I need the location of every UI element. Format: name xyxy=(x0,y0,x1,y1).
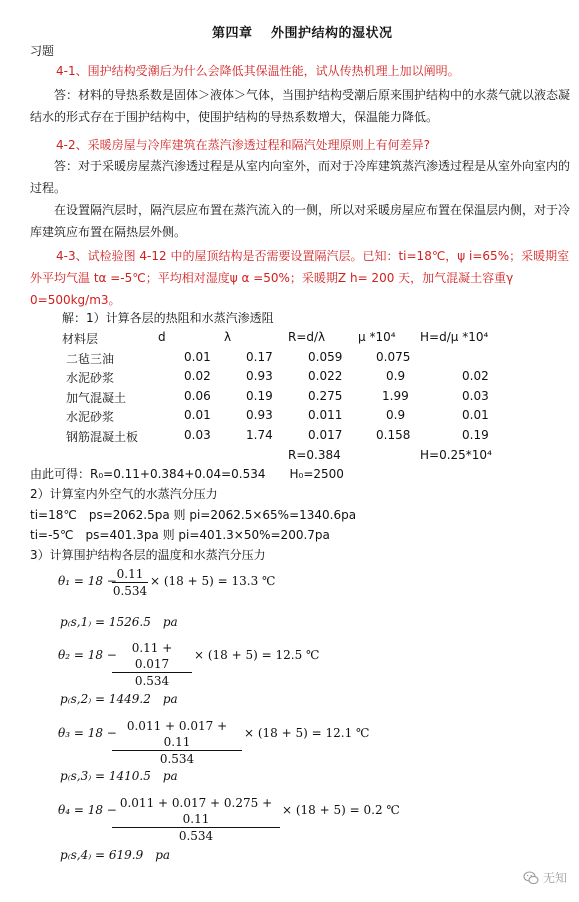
table-cell: 0.01 xyxy=(462,408,489,423)
table-cell: 0.93 xyxy=(246,369,273,384)
eq4-numerator: 0.011 + 0.017 + 0.275 + 0.11 xyxy=(112,795,280,828)
table-cell: 0.011 xyxy=(308,408,343,423)
eq1-numerator: 0.11 xyxy=(112,566,148,583)
table-cell: 0.059 xyxy=(308,349,343,364)
result-line: 由此可得：R₀=0.11+0.384+0.04=0.534 H₀=2500 xyxy=(30,467,344,481)
table-sum-r: R=0.384 xyxy=(288,447,341,462)
eq3-lhs: θ₃ = 18 − xyxy=(58,726,117,740)
table-cell: 钢筋混凝土板 xyxy=(66,429,139,444)
indoor-pressure: ti=18℃ ps=2062.5pa 则 pi=2062.5×65%=1340.6pa xyxy=(30,508,357,522)
table-cell: 0.02 xyxy=(462,369,489,384)
question-4-1: 4-1、围护结构受潮后为什么会降低其保温性能，试从传热机理上加以阐明。 xyxy=(56,64,460,78)
table-sum-h: H=0.25*10⁴ xyxy=(420,447,492,462)
table-cell: 0.9 xyxy=(386,408,406,423)
table-cell: 0.275 xyxy=(308,388,343,403)
table-cell: 0.03 xyxy=(462,388,489,403)
table-cell: 0.19 xyxy=(246,388,273,403)
table-cell: 0.93 xyxy=(246,408,273,423)
chapter-title: 第四章 外围护结构的湿状况 xyxy=(212,26,393,41)
solution-step-3: 3）计算围护结构各层的温度和水蒸汽分压力 xyxy=(30,548,266,562)
table-cell: 水泥砂浆 xyxy=(66,371,115,386)
table-cell: 0.01 xyxy=(184,349,211,364)
watermark xyxy=(523,869,567,887)
table-cell: 0.9 xyxy=(386,369,406,384)
eq4-rhs: × (18 + 5) = 0.2 ℃ xyxy=(282,803,400,817)
eq4-fraction xyxy=(112,795,280,844)
table-cell: 1.99 xyxy=(382,388,409,403)
table-cell: 0.017 xyxy=(308,427,343,442)
eq3-denominator: 0.534 xyxy=(159,752,195,766)
eq2-rhs: × (18 + 5) = 12.5 ℃ xyxy=(194,648,320,662)
question-4-3: 4-3、试检验图 4-12 中的屋顶结构是否需要设置隔汽层。已知：ti=18℃，ψ i=65%；采暖期室外平均气温 tα =-5℃；平均相对湿度ψ α =50%；采暖期Z h= 200 天，加气混凝土容重γ 0=500kg/m3。 xyxy=(30,249,570,307)
eq2-numerator: 0.11 + 0.017 xyxy=(112,640,192,673)
table-cell: 1.74 xyxy=(246,427,273,442)
eq4-denominator: 0.534 xyxy=(178,829,214,843)
table-header: 材料层 xyxy=(62,332,99,346)
eq1-rhs: × (18 + 5) = 13.3 ℃ xyxy=(150,574,276,588)
table-header: λ xyxy=(224,330,232,344)
section-label: 习题 xyxy=(30,44,55,58)
eq2-lhs: θ₂ = 18 − xyxy=(58,648,117,662)
table-cell: 0.01 xyxy=(184,408,211,423)
ps4-line: p₍s,4₎ = 619.9 pa xyxy=(60,848,171,862)
question-4-2: 4-2、采暖房屋与冷库建筑在蒸汽渗透过程和隔汽处理原则上有何差异? xyxy=(56,138,430,152)
table-cell: 0.03 xyxy=(184,427,211,442)
ps2-line: p₍s,2₎ = 1449.2 pa xyxy=(60,692,178,706)
eq2-denominator: 0.534 xyxy=(134,674,170,688)
watermark-text: 无知 xyxy=(542,870,567,885)
table-cell: 0.06 xyxy=(184,388,211,403)
answer-4-1: 答：材料的导热系数是固体＞液体＞气体，当围护结构受潮后原来围护结构中的水蒸气就以液态凝结水的形式存在于围护结构中，使围护结构的导热系数增大，保温能力降低。 xyxy=(30,88,571,124)
ps3-line: p₍s,3₎ = 1410.5 pa xyxy=(60,769,178,783)
eq1-lhs: θ₁ = 18 − xyxy=(58,574,117,588)
table-cell: 0.158 xyxy=(376,427,411,442)
eq3-numerator: 0.011 + 0.017 + 0.11 xyxy=(112,718,242,751)
wechat-icon xyxy=(523,870,539,886)
table-header: H=d/μ *10⁴ xyxy=(420,330,489,344)
table-cell: 0.19 xyxy=(462,427,489,442)
table-header: R=d/λ xyxy=(288,330,326,344)
table-cell: 0.02 xyxy=(184,369,211,384)
table-cell: 0.17 xyxy=(246,349,273,364)
table-cell: 0.075 xyxy=(376,349,411,364)
eq2-fraction xyxy=(112,640,192,689)
eq3-rhs: × (18 + 5) = 12.1 ℃ xyxy=(244,726,370,740)
outdoor-pressure: ti=-5℃ ps=401.3pa 则 pi=401.3×50%=200.7pa xyxy=(30,528,330,542)
solution-step-2: 2）计算室内外空气的水蒸汽分压力 xyxy=(30,487,218,501)
table-cell: 加气混凝土 xyxy=(66,390,127,405)
solution-step-1: 解：1）计算各层的热阻和水蒸汽渗透阻 xyxy=(62,311,274,325)
eq1-denominator: 0.534 xyxy=(112,584,148,598)
table-cell: 二毡三油 xyxy=(66,351,115,366)
eq3-fraction xyxy=(112,718,242,767)
table-cell: 水泥砂浆 xyxy=(66,410,115,425)
answer-4-2-part1: 答：对于采暖房屋蒸汽渗透过程是从室内向室外，而对于冷库建筑蒸汽渗透过程是从室外向室内的过程。 xyxy=(30,159,571,195)
ps1-line: p₍s,1₎ = 1526.5 pa xyxy=(60,615,178,629)
eq4-lhs: θ₄ = 18 − xyxy=(58,803,117,817)
table-cell: 0.022 xyxy=(308,369,343,384)
table-header: d xyxy=(158,330,166,344)
answer-4-2-part2: 在设置隔汽层时，隔汽层应布置在蒸汽流入的一侧，所以对采暖房屋应布置在保温层内侧，对于冷库建筑应布置在隔热层外侧。 xyxy=(30,203,571,239)
eq1-fraction xyxy=(112,566,148,599)
table-header: μ *10⁴ xyxy=(358,330,396,344)
